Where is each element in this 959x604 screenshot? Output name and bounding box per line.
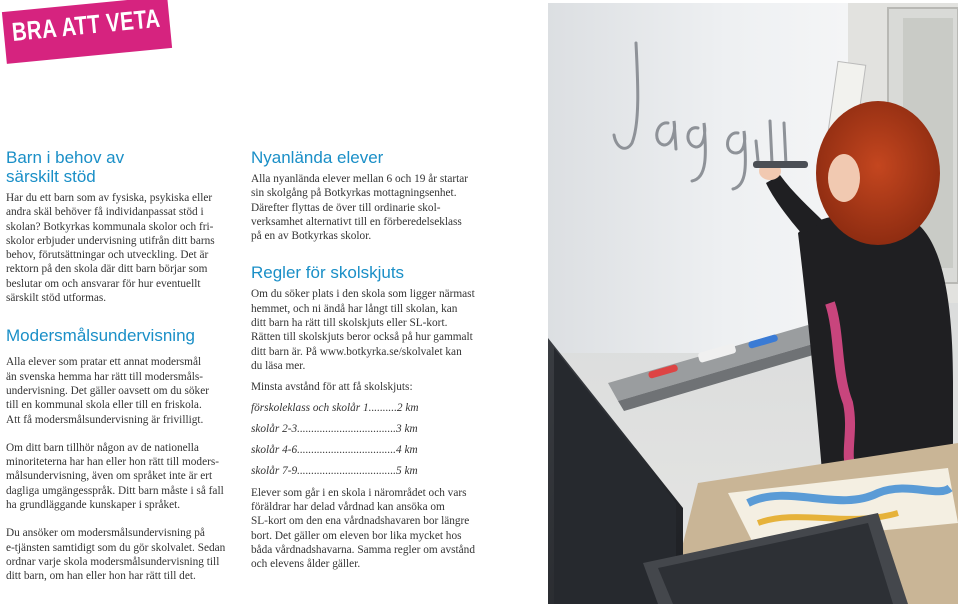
school-transport-paragraph-1 [251,287,486,373]
text-line: dagliga umgängesspråk. Ditt barn måste i så fall [6,484,224,497]
text-line: ha grundläggande kunskaper i språket. [6,499,181,512]
text-line: Om du söker plats i den skola som ligger närmast [251,288,475,301]
text-line: beslutar om och ansvarar för hur eventuellt [6,277,201,290]
text-line: på en av Botkyrkas skolor. [251,230,372,243]
text-line: ditt barn är. På www.botkyrka.se/skolvalet kan [251,345,462,358]
left-column [6,148,236,584]
text-line: båda vårdnadshavarna. Samma regler om avstånd [251,543,475,556]
classroom-photo [548,3,958,604]
text-line: skolor erbjuder undervisning utifrån ditt barns [6,234,215,247]
text-line: ditt barn, om han eller hon har rätt till det. [6,570,196,583]
text-line: Har du ett barn som av fysiska, psykiska eller [6,192,213,204]
text-line: ordnar varje skola modersmålsundervisning till [6,555,220,568]
text-line: Att få modersmålsundervisning är frivilligt. [6,413,204,426]
newly-arrived-paragraph [251,172,486,243]
text-line: SL-kort om den ena vårdnadshavaren bor längre [251,515,470,528]
distance-item: skolår 7-9...................................5 km [251,465,418,478]
text-line: behov, förutsättningar och utveckling. Det är [6,249,209,262]
middle-column [251,148,486,572]
text-line: e-tjänsten samtidigt som du gör skolvalet. Sedan [6,541,226,554]
text-line: undervisning. Det gäller oavsett om du söker [6,384,209,397]
text-line: ditt barn ha rätt till skolskjuts eller SL-kort. [251,317,448,330]
text-line: sin skolgång på Botkyrkas mottagningsenhet. [251,187,457,200]
distance-item: skolår 2-3...................................3 km [251,422,418,435]
text-line: andra skäl behöver få individanpassat stöd i [6,206,204,219]
text-line: föräldrar har delad vårdnad kan ansöka om [251,501,445,514]
text-line: Om ditt barn tillhör någon av de nationella [6,441,199,454]
text-line: rektorn på den skola där ditt barn börjar som [6,263,208,276]
text-line: verksamhet alternativt till en förberedelseklass [251,215,462,228]
school-transport-paragraph-2 [251,486,486,572]
text-line: särskilt stöd utformas. [6,292,107,305]
text-line: Alla elever som pratar ett annat modersmål [6,356,202,369]
minimum-distance-label: Minsta avstånd för att få skolskjuts: [251,381,413,394]
distance-list [251,401,486,479]
heading-special-support-line2: särskilt stöd [6,167,96,186]
heading-special-support-line1: Barn i behov av [6,148,125,167]
text-line: än svenska hemma har rätt till modersmåls- [6,370,204,383]
mother-tongue-paragraph-3 [6,526,236,583]
heading-mother-tongue: Modersmålsundervisning [6,326,195,346]
section-banner [4,4,169,56]
text-line: Rätten till skolskjuts beror också på hur gammalt [251,331,473,344]
heading-newly-arrived: Nyanlända elever [251,148,384,167]
classroom-illustration [548,3,958,604]
text-line: minoriteterna har han eller hon rätt till moders- [6,456,219,469]
heading-school-transport: Regler för skolskjuts [251,263,405,283]
text-line: Därefter flyttas de över till ordinarie skol- [251,201,441,214]
text-line: bort. Det gäller om eleven bor lika mycket hos [251,529,462,542]
text-line: hemmet, och ni ändå har långt till skolan, kan [251,302,458,315]
mother-tongue-paragraph-2 [6,441,236,512]
text-line: Alla nyanlända elever mellan 6 och 19 år startar [251,173,469,185]
text-line: till en kommunal skola eller till en friskola. [6,399,202,412]
banner-title: BRA ATT VETA [10,2,162,47]
text-line: du läsa mer. [251,359,306,372]
distance-item: förskoleklass och skolår 1..........2 km [251,401,419,414]
special-support-paragraph [6,191,236,305]
text-line: Du ansöker om modersmålsundervisning på [6,527,205,540]
text-line: Elever som går i en skola i närområdet och vars [251,486,467,499]
mother-tongue-paragraph-1 [6,355,236,426]
text-line: målsundervisning, även om språket inte är ert [6,470,213,483]
text-line: och elevens ålder gäller. [251,558,361,571]
text-line: skolan? Botkyrkas kommunala skolor och fri- [6,220,214,233]
distance-item: skolår 4-6...................................4 km [251,444,418,457]
